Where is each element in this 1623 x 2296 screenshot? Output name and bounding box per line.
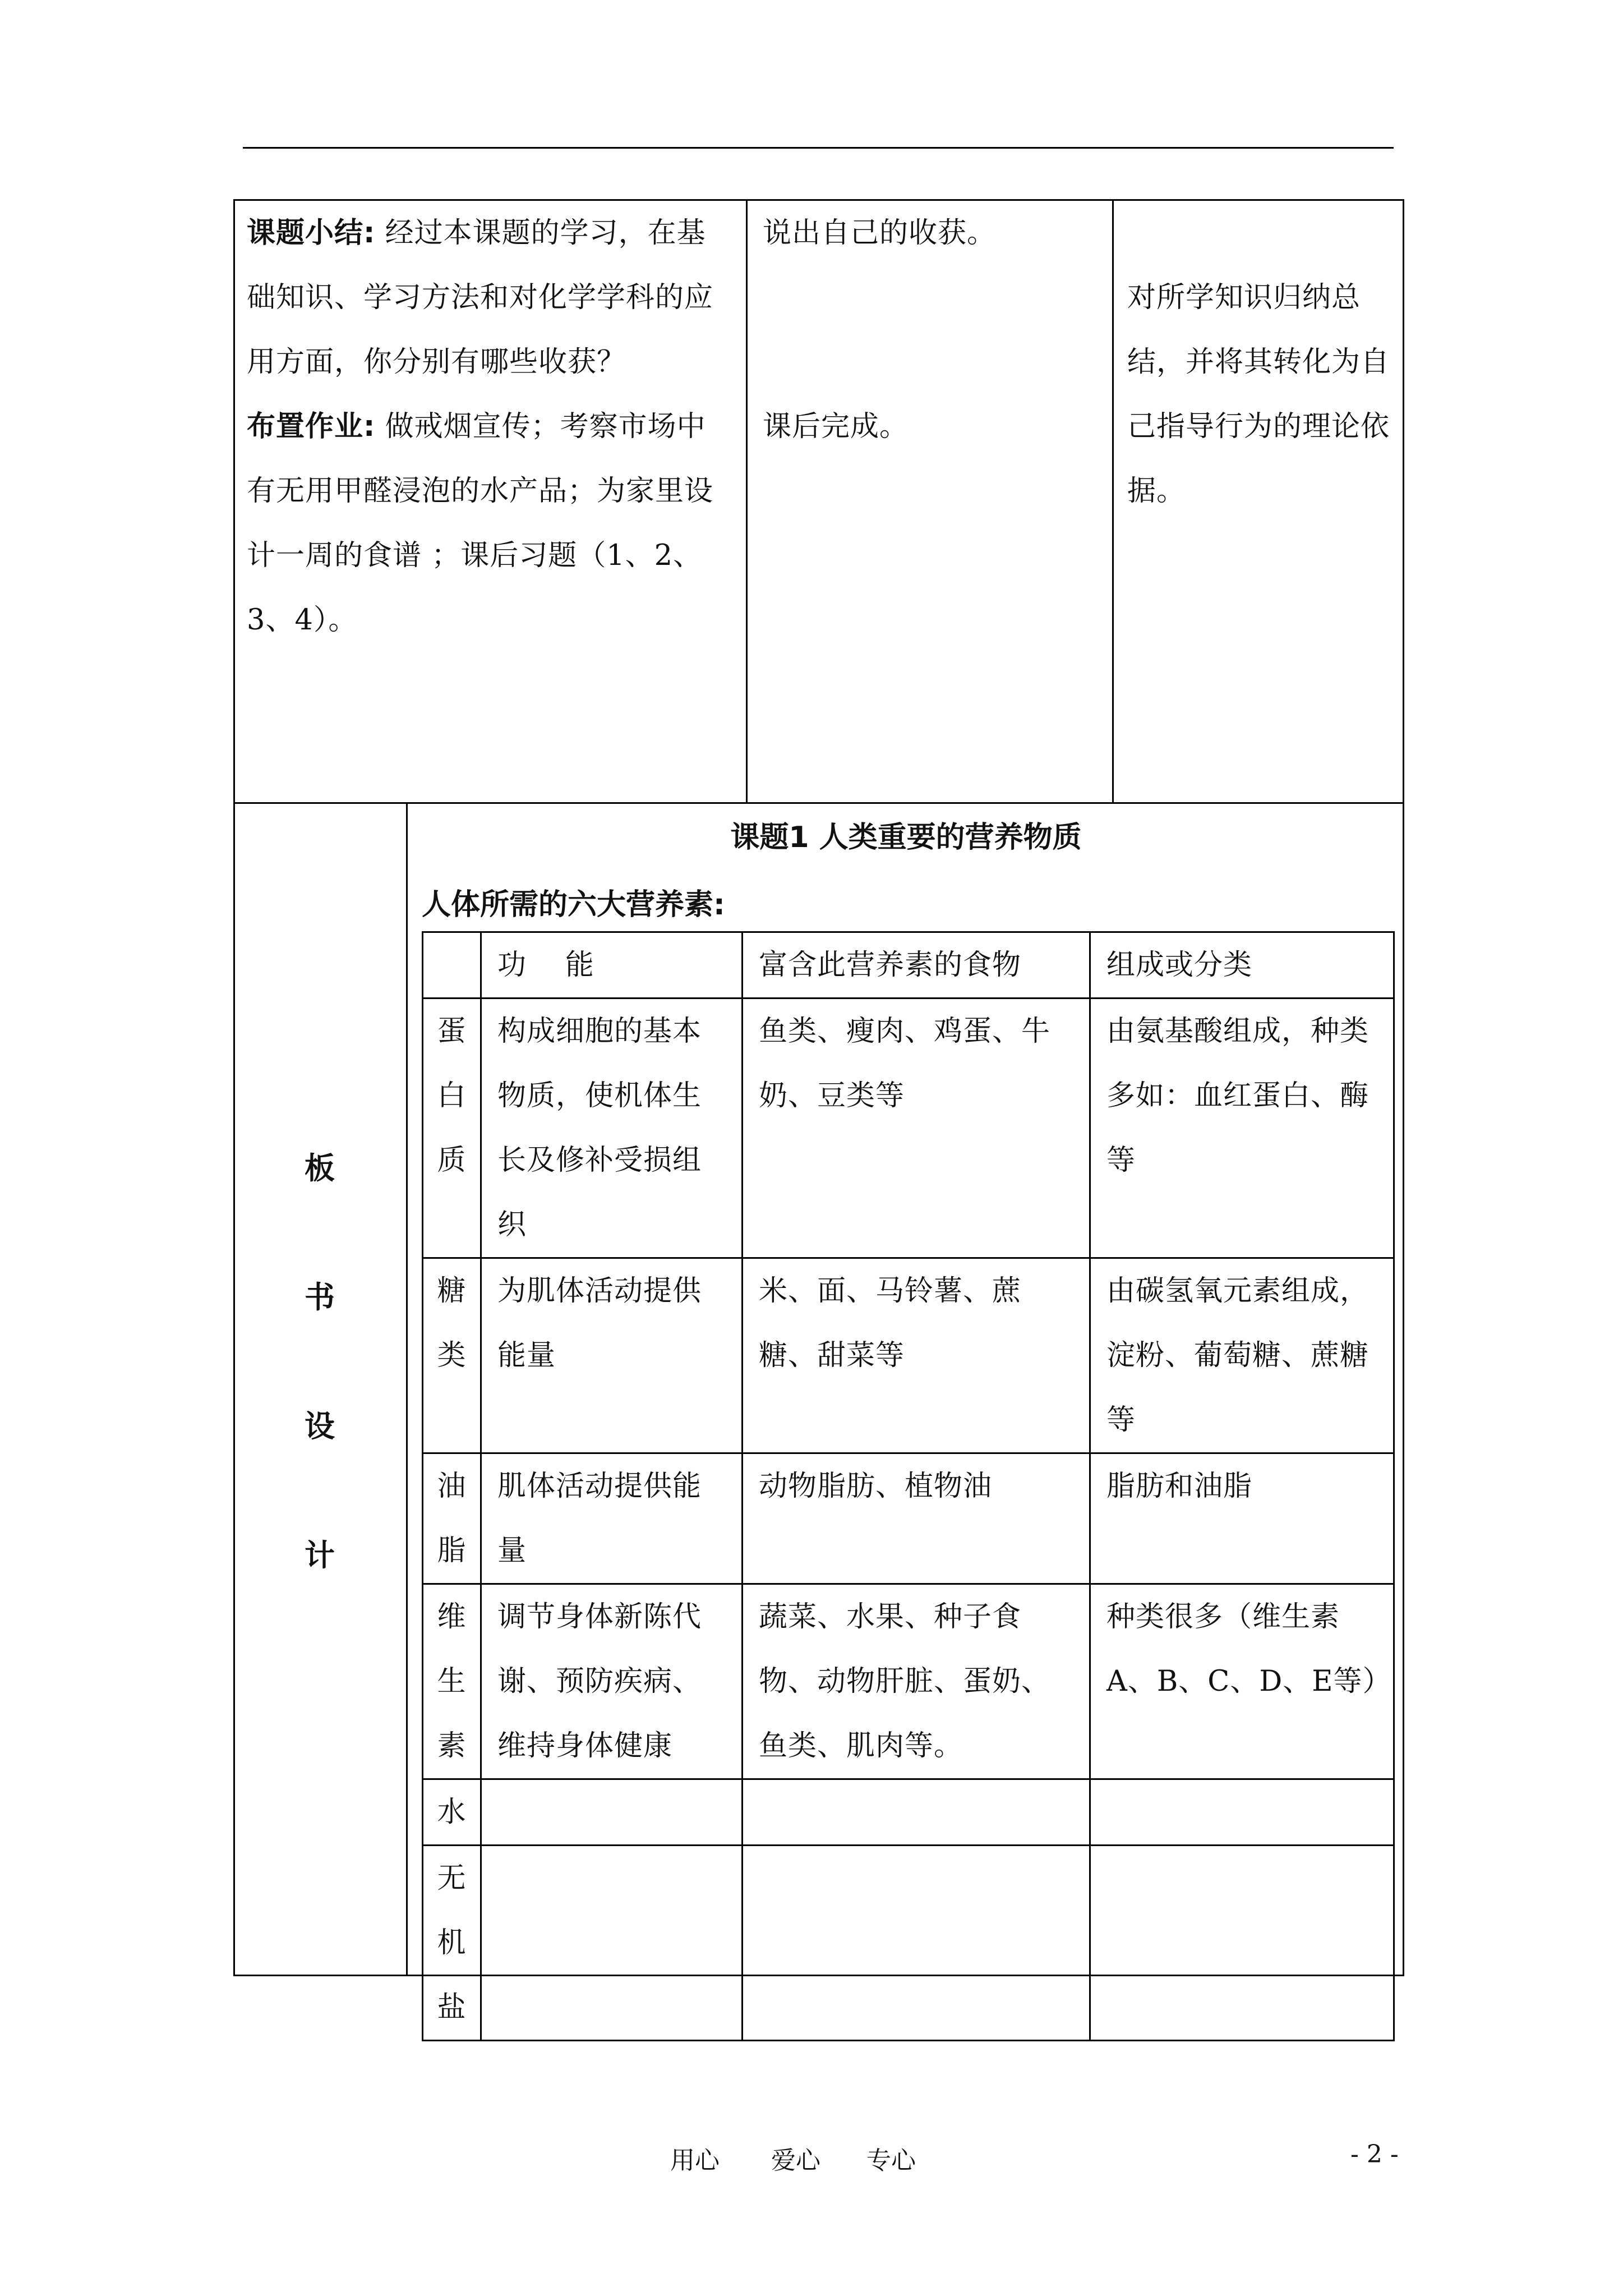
header-cell [423,932,481,999]
student-activity-2: 课后完成。 [763,410,909,443]
student-activity-1: 说出自己的收获。 [763,217,997,250]
page-number: - 2 - [1350,2140,1399,2169]
nutrient-function: 构成细胞的基本物质，使机体生长及修补受损组织 [481,999,743,1258]
nutrient-composition [1090,1779,1394,1846]
header-cell: 功 能 [481,932,743,999]
nutrient-function: 为肌体活动提供能量 [481,1258,743,1453]
nutrient-composition: 由碳氢氧元素组成，淀粉、葡萄糖、蔗糖等 [1090,1258,1394,1453]
board-label-char: 计 [305,1538,335,1573]
footer-motto-2: 爱心 [771,2146,820,2175]
table-row [423,1453,1394,1584]
nutrient-name: 无机盐 [423,1846,481,2041]
nutrient-foods: 鱼类、瘦肉、鸡蛋、牛奶、豆类等 [743,999,1090,1258]
nutrient-composition [1090,1846,1394,2041]
header-cell: 富含此营养素的食物 [743,932,1090,999]
nutrient-name: 水 [423,1779,481,1846]
nutrient-composition: 脂肪和油脂 [1090,1453,1394,1584]
board-label-char: 设 [305,1409,335,1444]
homework-text: 做戒烟宣传；考察市场中有无用甲醛浸泡的水产品；为家里设计一周的食谱 ；课后习题（1、2、3、4）。 [247,410,714,637]
nutrient-composition: 由氨基酸组成，种类多如：血红蛋白、酶等 [1090,999,1394,1258]
nutrient-function [481,1779,743,1846]
nutrient-function: 肌体活动提供能量 [481,1453,743,1584]
nutrient-foods: 米、面、马铃薯、蔗糖、甜菜等 [743,1258,1090,1453]
homework-label: 布置作业: [247,410,376,443]
nutrient-foods [743,1779,1090,1846]
nutrient-name: 油脂 [423,1453,481,1584]
nutrients-subheading: 人体所需的六大营养素: [422,888,725,922]
board-label-divider [406,802,408,1976]
board-label-char: 板 [305,1151,335,1186]
footer-motto-3: 专心 [866,2146,916,2175]
section-title: 课题1 人类重要的营养物质 [730,821,1082,854]
table-row [423,1258,1394,1453]
table-header-row [423,932,1394,999]
header-rule [243,147,1394,149]
nutrient-foods: 动物脂肪、植物油 [743,1453,1090,1584]
header-cell: 组成或分类 [1090,932,1394,999]
table-row [423,999,1394,1258]
table-row [423,1846,1394,2041]
table-row [423,1584,1394,1779]
summary-label: 课题小结: [247,217,376,250]
summary-text: 经过本课题的学习，在基础知识、学习方法和对化学学科的应用方面，你分别有哪些收获？ [247,217,714,379]
top-row-divider-1 [746,199,748,803]
nutrient-foods: 蔬菜、水果、种子食物、动物肝脏、蛋奶、鱼类、肌肉等。 [743,1584,1090,1779]
nutrient-composition: 种类很多（维生素A、B、C、D、E等） [1090,1584,1394,1779]
nutrient-function: 调节身体新陈代谢、预防疾病、维持身体健康 [481,1584,743,1779]
nutrient-name: 蛋白质 [423,999,481,1258]
footer-motto-1: 用心 [670,2146,720,2175]
top-row-divider-2 [1112,199,1114,803]
nutrient-name: 维生素 [423,1584,481,1779]
nutrient-name: 糖类 [423,1258,481,1453]
summary-cell [247,201,735,652]
design-intent: 对所学知识归纳总结，并将其转化为自己指导行为的理论依据。 [1127,281,1390,508]
nutrients-table [422,931,1395,2041]
table-row [423,1779,1394,1846]
board-label-char: 书 [305,1280,335,1315]
nutrient-function [481,1846,743,2041]
nutrient-foods [743,1846,1090,2041]
row-divider [233,802,1404,804]
